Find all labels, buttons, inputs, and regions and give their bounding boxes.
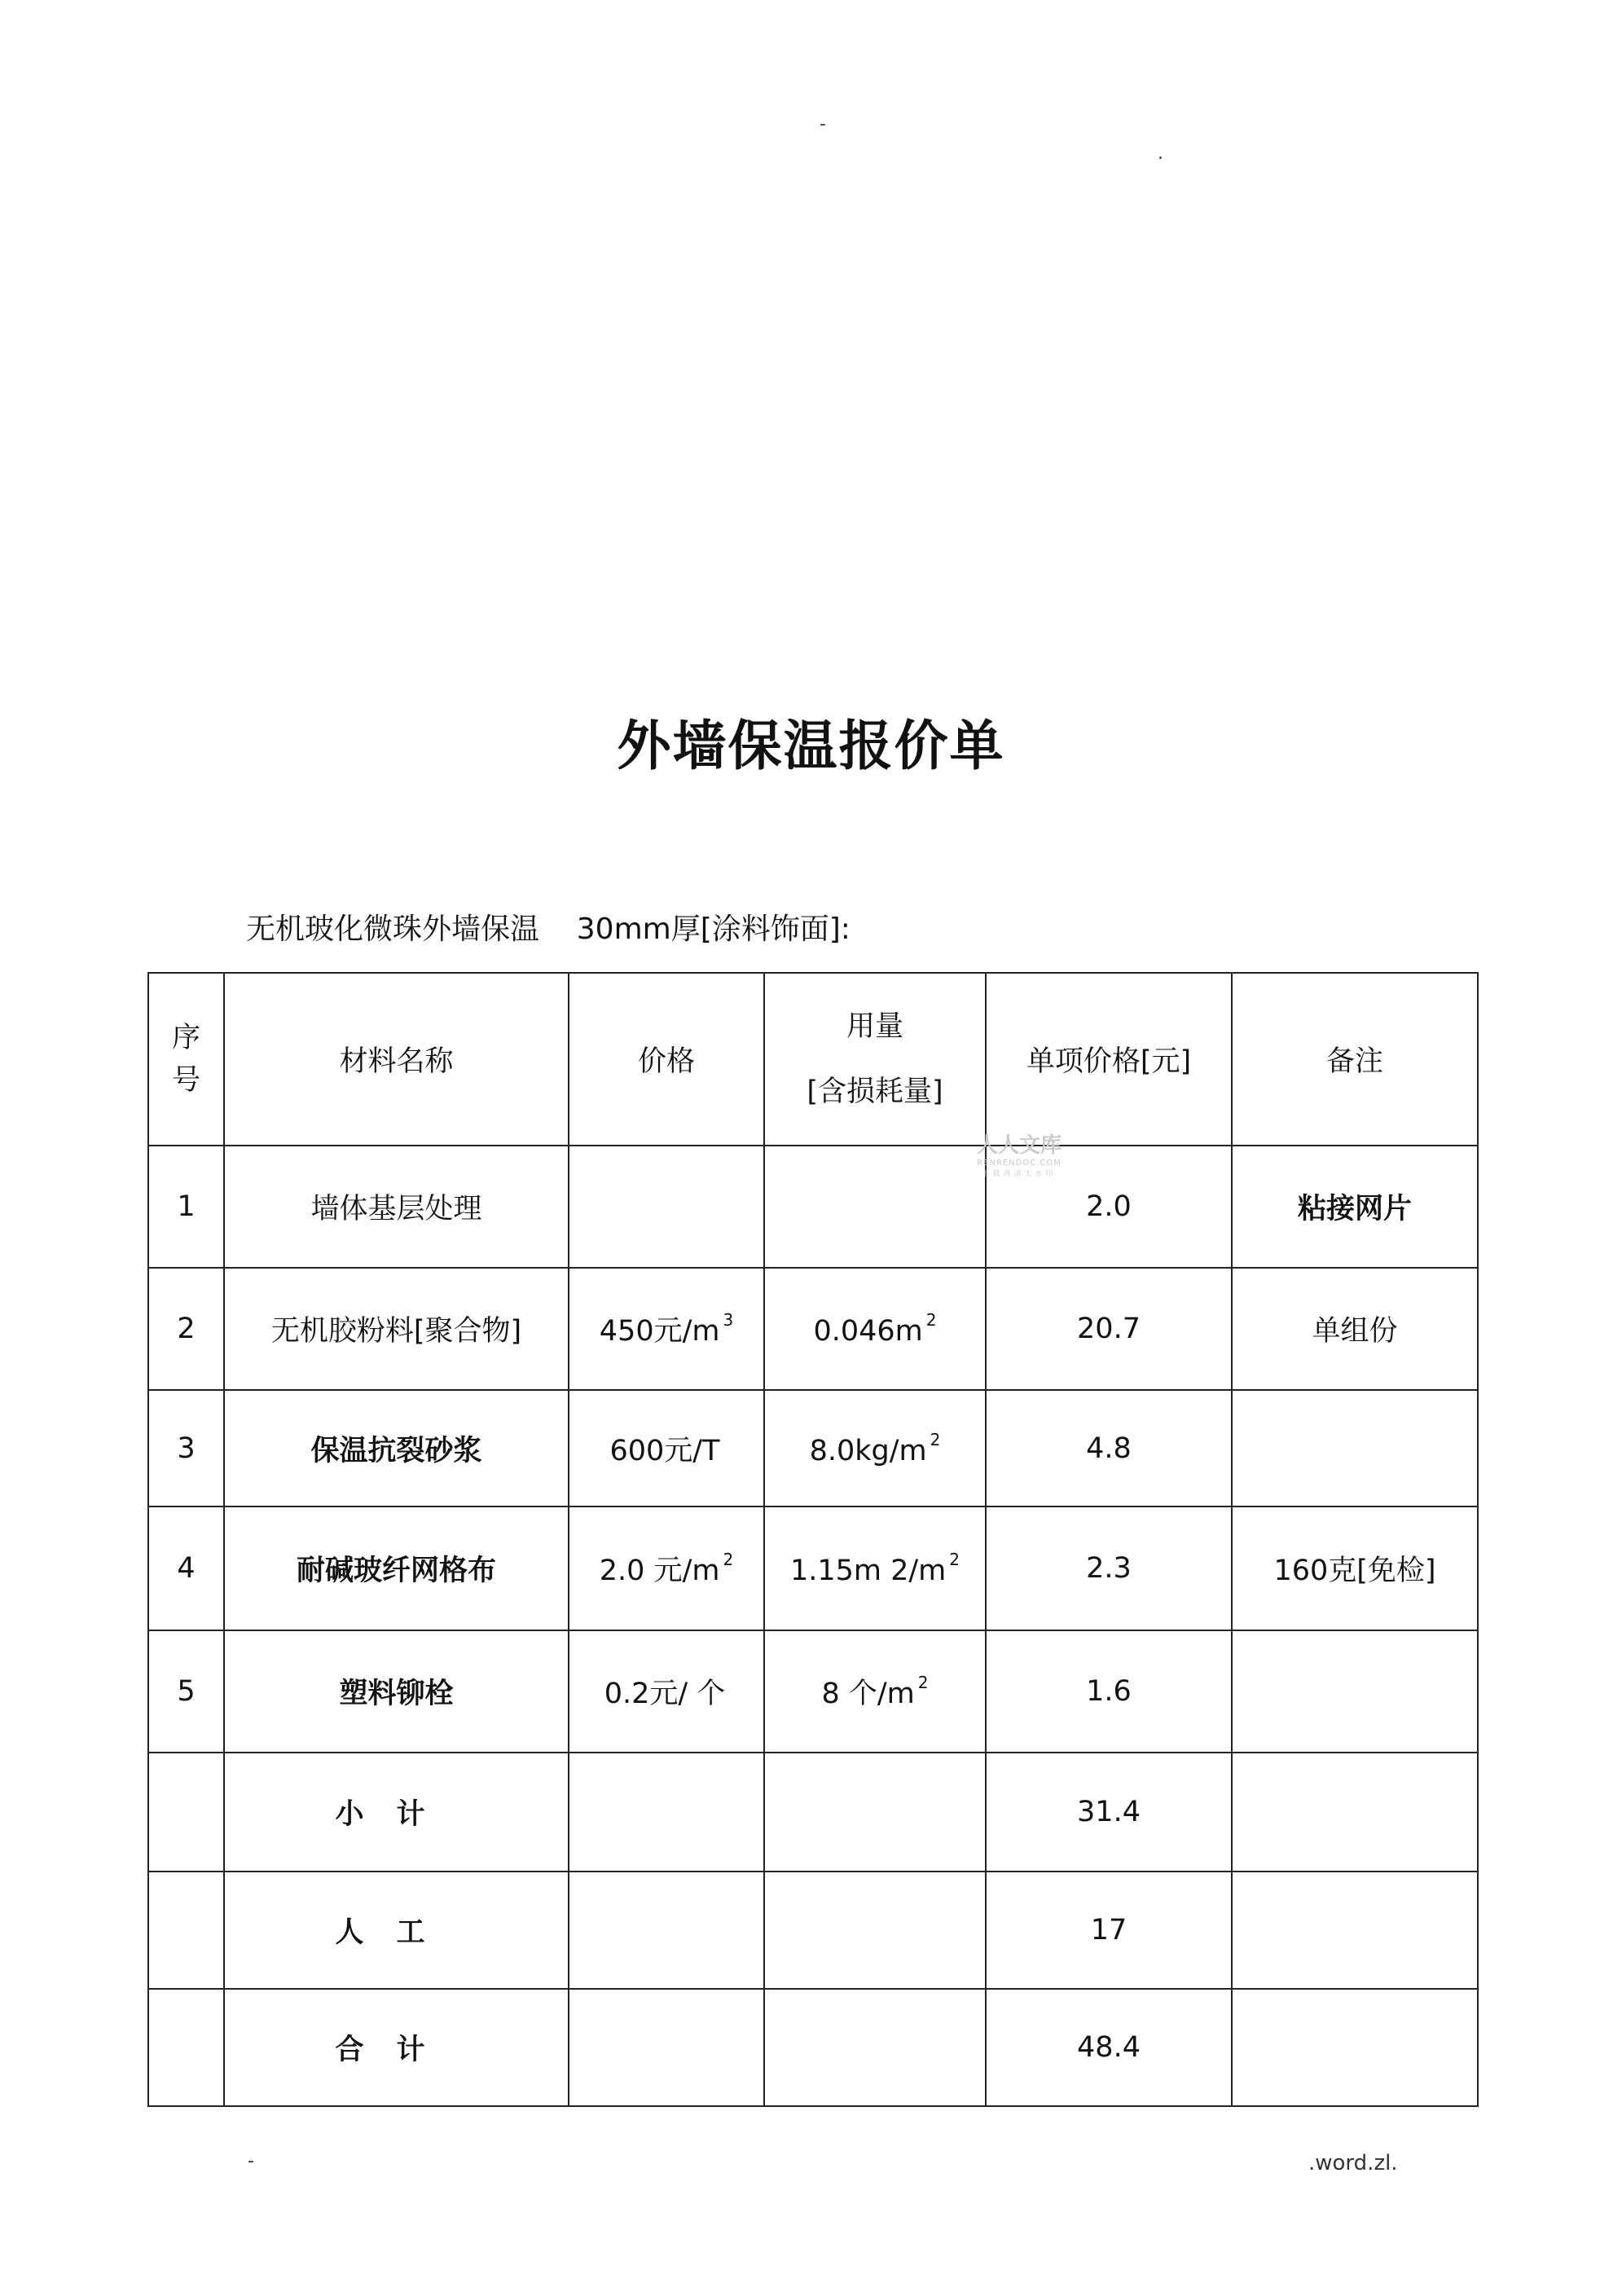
cell-usage: 0.046m $^2$ — [764, 1268, 986, 1390]
cell-item-price: 2.3 — [986, 1506, 1232, 1630]
table-header-row — [148, 973, 1478, 1146]
cell-seq — [148, 1753, 224, 1872]
labor-label: 人工 — [224, 1872, 569, 1989]
cell-seq: 4 — [148, 1506, 224, 1630]
cell-price — [569, 1989, 764, 2106]
cell-price: 2.0 元/m $^2$ — [569, 1506, 764, 1630]
cell-item-price: 1.6 — [986, 1630, 1232, 1753]
watermark-logo — [966, 1128, 1072, 1178]
cell-name: 耐碱玻纤网格布 — [224, 1506, 569, 1630]
table-row — [148, 1506, 1478, 1630]
cell-note — [1232, 1872, 1478, 1989]
total-row — [148, 1989, 1478, 2106]
cell-item-price: 20.7 — [986, 1268, 1232, 1390]
cell-seq: 3 — [148, 1390, 224, 1506]
cell-seq — [148, 1872, 224, 1989]
cell-seq — [148, 1989, 224, 2106]
total-label: 合计 — [224, 1989, 569, 2106]
cell-usage — [764, 1872, 986, 1989]
table-row — [148, 1146, 1478, 1268]
subtotal-row — [148, 1753, 1478, 1872]
header-mark-left: - — [820, 114, 826, 134]
cell-price — [569, 1872, 764, 1989]
cell-price: 450元/m $^3$ — [569, 1268, 764, 1390]
header-item-price: 单项价格[元] — [986, 973, 1232, 1146]
table-row — [148, 1268, 1478, 1390]
cell-usage — [764, 1989, 986, 2106]
header-note: 备注 — [1232, 973, 1478, 1146]
watermark-main: 人人文库 — [976, 1133, 1062, 1158]
cell-price — [569, 1146, 764, 1268]
cell-note — [1232, 1630, 1478, 1753]
header-price: 价格 — [569, 973, 764, 1146]
header-usage: 用量 [含损耗量] — [764, 973, 986, 1146]
cell-note: 160克[免检] — [1232, 1506, 1478, 1630]
total-value: 48.4 — [986, 1989, 1232, 2106]
header-mark-right: . — [1158, 143, 1163, 164]
cell-name: 塑料铆栓 — [224, 1630, 569, 1753]
footer-mark-left: - — [248, 2151, 254, 2171]
cell-usage: 1.15m 2/m $^2$ — [764, 1506, 986, 1630]
cell-price: 0.2元/ 个 — [569, 1630, 764, 1753]
cell-usage — [764, 1753, 986, 1872]
footer-mark-right: .word.zl. — [1308, 2151, 1398, 2175]
cell-note: 粘接网片 — [1232, 1146, 1478, 1268]
subtotal-label: 小计 — [224, 1753, 569, 1872]
cell-price: 600元/T — [569, 1390, 764, 1506]
quote-table — [147, 972, 1479, 2107]
table-row — [148, 1390, 1478, 1506]
cell-seq: 5 — [148, 1630, 224, 1753]
header-material-name: 材料名称 — [224, 973, 569, 1146]
cell-price — [569, 1753, 764, 1872]
cell-usage: 8 个/m $^2$ — [764, 1630, 986, 1753]
watermark-sub: RENRENDOC.COM — [977, 1159, 1062, 1168]
cell-name: 墙体基层处理 — [224, 1146, 569, 1268]
cell-note — [1232, 1390, 1478, 1506]
watermark-tag: 下载高清无水印 — [982, 1170, 1057, 1178]
cell-note — [1232, 1753, 1478, 1872]
header-seq: 序 号 — [148, 973, 224, 1146]
cell-seq: 2 — [148, 1268, 224, 1390]
document-title: 外墙保温报价单 — [617, 715, 1005, 777]
cell-name: 保温抗裂砂浆 — [224, 1390, 569, 1506]
subtotal-value: 31.4 — [986, 1753, 1232, 1872]
document-subtitle: 无机玻化微珠外墙保温 30mm厚[涂料饰面]: — [246, 913, 851, 946]
labor-row — [148, 1872, 1478, 1989]
cell-item-price: 2.0 — [986, 1146, 1232, 1268]
cell-seq: 1 — [148, 1146, 224, 1268]
table-row — [148, 1630, 1478, 1753]
cell-note — [1232, 1989, 1478, 2106]
cell-note: 单组份 — [1232, 1268, 1478, 1390]
cell-name: 无机胶粉料[聚合物] — [224, 1268, 569, 1390]
cell-item-price: 4.8 — [986, 1390, 1232, 1506]
cell-usage: 8.0kg/m $^2$ — [764, 1390, 986, 1506]
cell-usage — [764, 1146, 986, 1268]
labor-value: 17 — [986, 1872, 1232, 1989]
